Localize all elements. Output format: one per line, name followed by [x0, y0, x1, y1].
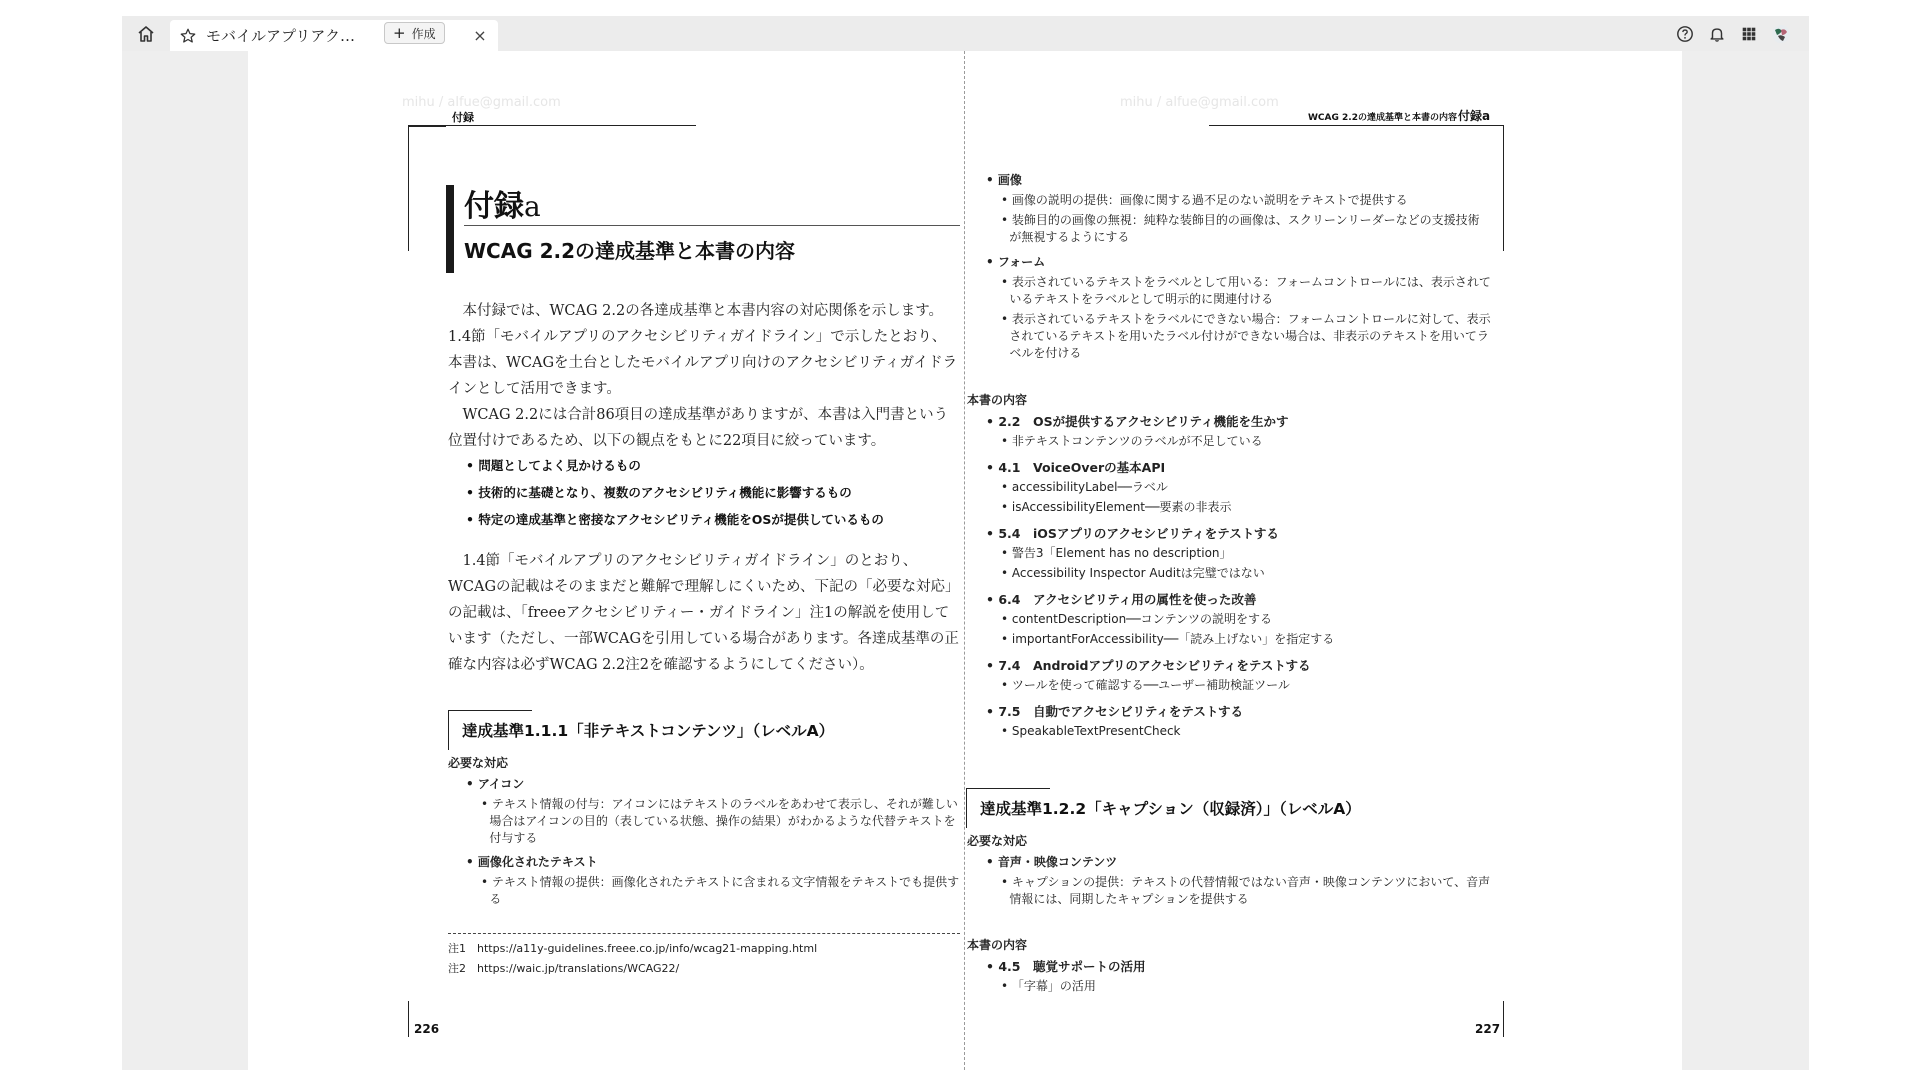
contents-item: • importantForAccessibility──「読み上げない」を指定する	[1001, 632, 1335, 646]
top-bar	[122, 16, 1809, 51]
contents-section: • 4.5 聴覚サポートの活用	[986, 959, 1146, 974]
book-spread	[248, 51, 1682, 1070]
header-rule	[1503, 125, 1504, 251]
contents-section: • 2.2 OSが提供するアクセシビリティ機能を生かす	[986, 414, 1289, 429]
running-header: 付録	[452, 111, 474, 124]
right-page	[965, 51, 1682, 1070]
star-icon[interactable]	[178, 26, 198, 46]
item-heading: • 画像化されたテキスト	[466, 855, 598, 869]
item-heading: • フォーム	[986, 255, 1046, 269]
running-header-tag: 付録a	[1458, 109, 1491, 123]
tab-title: モバイルアプリアク…	[206, 27, 355, 45]
create-button[interactable]	[384, 22, 445, 44]
item-description: • 表示されているテキストをラベルにできない場合：フォームコントロールに対して、表示されているテキストを用いたラベル付けができない場合は、非表示のテキストを用いてラベルを付ける	[1001, 312, 1491, 360]
avatar[interactable]	[1770, 23, 1791, 44]
chapter-number: 付録a	[464, 189, 541, 224]
contents-section: • 5.4 iOSアプリのアクセシビリティをテストする	[986, 526, 1279, 541]
footnote-2-link[interactable]: https://waic.jp/translations/WCAG22/	[477, 962, 680, 975]
page-divider	[964, 51, 965, 1070]
required-label: 必要な対応	[967, 834, 1028, 848]
create-label: 作成	[411, 26, 436, 41]
contents-item: • isAccessibilityElement──要素の非表示	[1001, 500, 1232, 514]
contents-item: • 「字幕」の活用	[1001, 979, 1096, 993]
header-rule	[1209, 125, 1503, 126]
list-item: • 問題としてよく見かけるもの	[466, 458, 641, 473]
criteria-list	[466, 456, 884, 537]
contents-section: • 7.5 自動でアクセシビリティをテストする	[986, 704, 1243, 719]
close-icon[interactable]: ×	[473, 26, 487, 45]
contents-item: • ツールを使って確認する──ユーザー補助検証ツール	[1001, 678, 1290, 692]
bell-icon[interactable]	[1706, 23, 1727, 44]
chapter-bar	[446, 185, 454, 273]
contents-item: • contentDescription──コンテンツの説明をする	[1001, 612, 1273, 626]
contents-item: • accessibilityLabel──ラベル	[1001, 480, 1168, 494]
plus-icon: +	[393, 23, 406, 42]
intro-paragraph-3: 1.4節「モバイルアプリのアクセシビリティガイドライン」のとおり、WCAGの記載はそのままだと難解で理解しにくいため、下記の「必要な対応」の記載は、「freeeアクセシビリティー・ガイドライン」注1の解説を使用しています（ただし、一部WCAGを引用している場合があります。各達成基準の正確な内容は必ずWCAG 2.2注2を確認するようにしてください）。	[448, 553, 960, 673]
item-description: • テキスト情報の提供：画像化されたテキストに含まれる文字情報をテキストでも提供する	[481, 875, 960, 906]
item-heading: • アイコン	[466, 777, 525, 791]
document-tab[interactable]	[170, 20, 498, 51]
header-rule	[408, 125, 446, 127]
header-rule	[446, 125, 696, 126]
item-description: • 画像の説明の提供：画像に関する過不足のない説明をテキストで提供する	[1001, 193, 1408, 207]
footer-rule	[1503, 1001, 1504, 1037]
home-button[interactable]	[134, 22, 158, 46]
intro-paragraph-1: 本付録では、WCAG 2.2の各達成基準と本書内容の対応関係を示します。1.4節「モバイルアプリのアクセシビリティガイドライン」で示したとおり、本書は、WCAGを土台としたモバイルアプリ向けのアクセシビリティガイドラインとして活用できます。	[448, 303, 958, 397]
required-label: 必要な対応	[448, 756, 509, 770]
footnote-1-link[interactable]: https://a11y-guidelines.freee.co.jp/info/wcag21-mapping.html	[477, 942, 818, 955]
list-item: • 特定の達成基準と密接なアクセシビリティ機能をOSが提供しているもの	[466, 512, 884, 527]
grid-icon[interactable]	[1738, 23, 1759, 44]
contents-section: • 4.1 VoiceOverの基本API	[986, 460, 1166, 475]
header-rule	[408, 125, 409, 251]
watermark: mihu / alfue@gmail.com	[1120, 95, 1279, 110]
contents-item: • 非テキストコンテンツのラベルが不足している	[1001, 434, 1263, 448]
footnote-2: 注2 https://waic.jp/translations/WCAG22/	[448, 962, 680, 975]
contents-heading: 本書の内容	[967, 938, 1028, 952]
contents-section: • 6.4 アクセシビリティ用の属性を使った改善	[986, 592, 1257, 607]
running-header: WCAG 2.2の達成基準と本書の内容	[1308, 113, 1457, 123]
footer-rule	[408, 1001, 409, 1037]
section-title: 達成基準1.2.2「キャプション（収録済）」（レベルA）	[980, 800, 1361, 818]
contents-item: • Accessibility Inspector Auditは完璧ではない	[1001, 566, 1265, 580]
contents-section: • 7.4 Androidアプリのアクセシビリティをテストする	[986, 658, 1311, 673]
item-description: • キャプションの提供：テキストの代替情報ではない音声・映像コンテンツにおいて、音声情報には、同期したキャプションを提供する	[1001, 875, 1491, 906]
page-number: 227	[1475, 1022, 1501, 1036]
footnote-1: 注1 https://a11y-guidelines.freee.co.jp/info/wcag21-mapping.html	[448, 942, 818, 955]
left-page	[248, 51, 964, 1070]
item-heading: • 音声・映像コンテンツ	[986, 855, 1118, 869]
intro-paragraph-2: WCAG 2.2には合計86項目の達成基準がありますが、本書は入門書という位置付けであるため、以下の観点をもとに22項目に絞っています。	[448, 407, 949, 449]
list-item: • 技術的に基礎となり、複数のアクセシビリティ機能に影響するもの	[466, 485, 852, 500]
contents-item: • 警告3「Element has no description」	[1001, 546, 1232, 560]
section-title: 達成基準1.1.1「非テキストコンテンツ」（レベルA）	[462, 722, 835, 740]
chapter-rule	[464, 225, 960, 226]
watermark: mihu / alfue@gmail.com	[402, 95, 561, 110]
item-description: • テキスト情報の付与：アイコンにはテキストのラベルをあわせて表示し、それが難しい場合はアイコンの目的（表している状態、操作の結果）がわかるような代替テキストを付与する	[481, 797, 958, 845]
item-heading: • 画像	[986, 173, 1022, 187]
help-icon[interactable]	[1674, 23, 1695, 44]
page-number: 226	[414, 1022, 440, 1036]
contents-heading: 本書の内容	[967, 393, 1028, 407]
contents-item: • SpeakableTextPresentCheck	[1001, 724, 1181, 738]
item-description: • 表示されているテキストをラベルとして用いる：フォームコントロールには、表示されているテキストをラベルとして明示的に関連付ける	[1001, 275, 1491, 306]
home-icon	[136, 24, 156, 44]
footnote-rule	[448, 933, 960, 934]
chapter-title: WCAG 2.2の達成基準と本書の内容	[464, 239, 796, 263]
item-description: • 装飾目的の画像の無視：純粋な装飾目的の画像は、スクリーンリーダーなどの支援技術が無視するようにする	[1001, 213, 1480, 244]
viewer-frame	[122, 16, 1809, 1070]
